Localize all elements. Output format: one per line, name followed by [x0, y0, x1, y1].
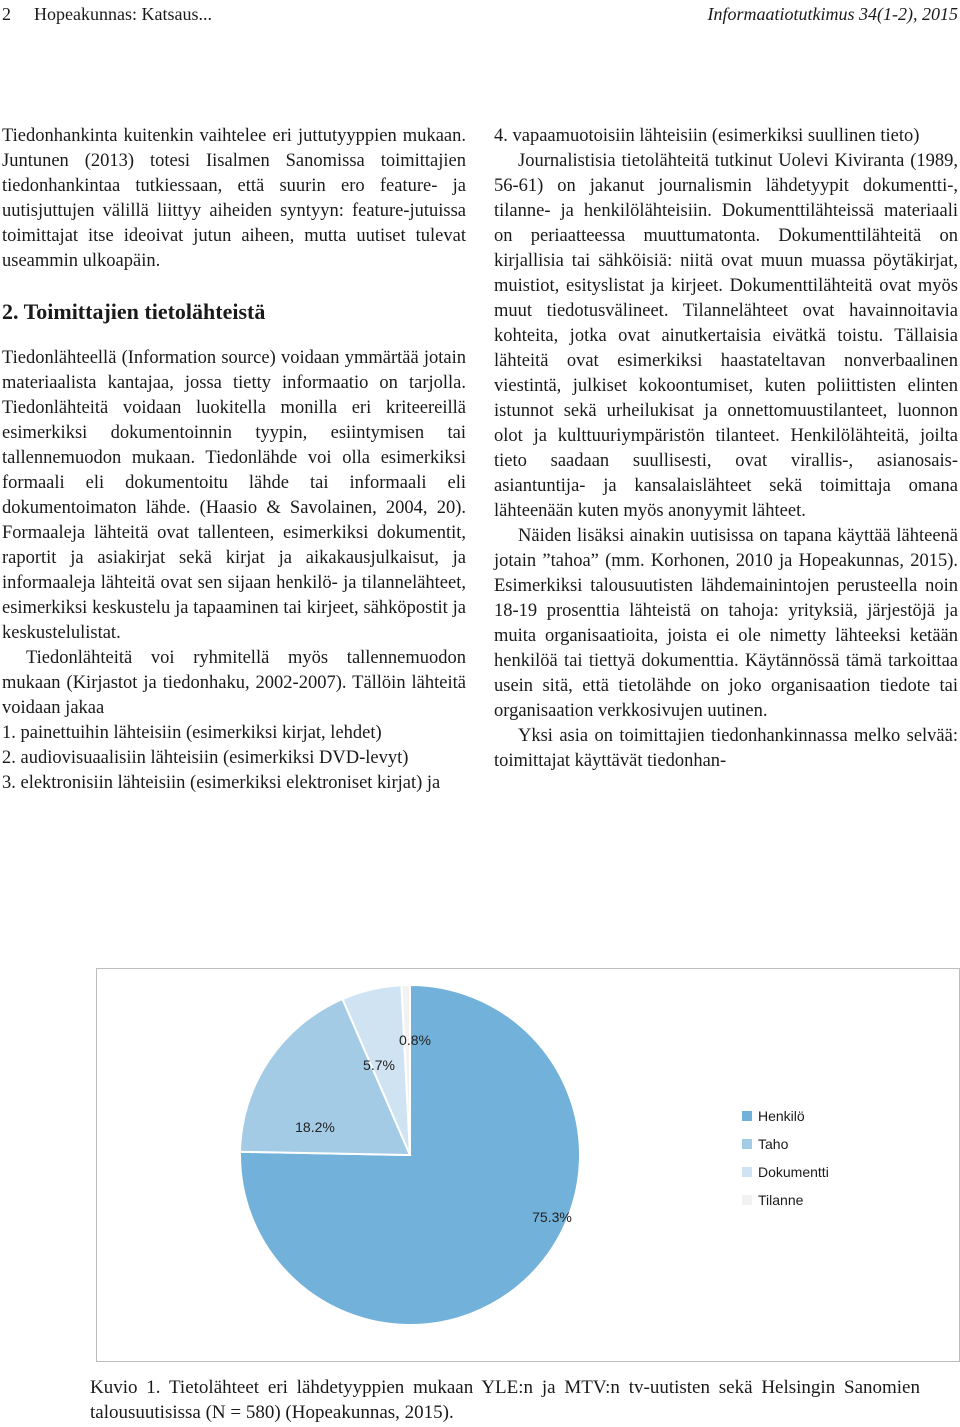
legend-label: Henkilö	[758, 1108, 805, 1124]
right-column	[494, 124, 958, 774]
legend-swatch	[742, 1111, 752, 1121]
list-item: 2. audiovisuaalisiin lähteisiin (esimerkiksi DVD-levyt)	[2, 748, 409, 768]
legend-item	[742, 1135, 829, 1163]
legend-label: Taho	[758, 1136, 789, 1152]
running-header	[0, 0, 960, 28]
paragraph: Yksi asia on toimittajien tiedonhankinnassa melko selvää: toimittajat käyttävät tiedonhan-	[494, 726, 958, 771]
paragraph: Tiedonlähteitä voi ryhmitellä myös tallennemuodon mukaan (Kirjastot ja tiedonhaku, 2002-2007). Tällöin lähteitä voidaan jakaa	[2, 648, 466, 718]
legend-label: Tilanne	[758, 1192, 804, 1208]
left-column	[2, 124, 466, 796]
figure-caption: Kuvio 1. Tietolähteet eri lähdetyyppien mukaan YLE:n ja MTV:n tv-uutisten sekä Helsingin Sanomien talousuutisissa (N = 580) (Hopeakunnas, 2015).	[90, 1377, 920, 1423]
legend-item	[742, 1107, 829, 1135]
paragraph: Tiedonlähteellä (Information source) voidaan ymmärtää jotain materiaalista kantajaa, jossa tietty informaatio on tarjolla. Tiedonlähteitä voidaan luokitella monilla eri kriteereillä esimerkiksi dokumentoinnin tyypin, esiintymisen tai tallennemuodon mukaan. Tiedonlähde voi olla esimerkiksi formaali eli dokumentoitu lähde tai informaali eli dokumentoimaton lähde. (Haasio & Savolainen, 2004, 20). Formaaleja lähteitä ovat tallenteen, esimerkiksi dokumentit, raportit ja asiakirjat sekä kirjat ja aikakausjulkaisut, ja informaaleja lähteitä ovat sen sijaan henkilö- ja tilannelähteet, esimerkiksi keskustelu ja tapaaminen tai kirjeet, sähköpostit ja keskustelulistat.	[2, 348, 466, 643]
paragraph: Journalistisia tietolähteitä tutkinut Uolevi Kiviranta (1989, 56-61) on jakanut journalismin lähdetyypit dokumentti-, tilanne- ja henkilölähteisiin. Dokumenttilähteissä materiaali on periaatteessa muuttumatonta. Dokumenttilähteitä on kirjallisia tai sähköisiä: niitä ovat muun muassa pöytäkirjat, muistiot, esityslistat ja kirjeet. Dokumenttilähteitä ovat myös muut tiedotusvälineet. Tilannelähteet ovat havainnoitavia kohteita, jotka ovat ainutkertaisia eivätkä toistu. Tällaisia lähteitä ovat esimerkiksi haastateltavan nonverbaalinen viestintä, julkiset kokoontumiset, kuten poliittisten elinten istunnot sekä urheilukisat ja onnettomuustilanteet, luonnon olot ja kulttuuriympäristön tilanteet. Henkilölähteitä, joilta tieto saadaan suullisesti, ovat virallis-, asianosais- asiantuntija- ja kansalaislähteet sekä toimittaja omana lähteenään kuten myös anonyymit lähteet.	[494, 151, 958, 521]
legend-swatch	[742, 1167, 752, 1177]
paragraph: Tiedonhankinta kuitenkin vaihtelee eri juttutyyppien mukaan. Juntunen (2013) totesi Iisalmen Sanomissa toimittajien tiedonhankintaa tutkiessaan, että suurin ero feature- ja uutisjuttujen välillä liittyy aiheiden syntyyn: feature-jutuissa toimittajat itse ideoivat jutun aiheen, mutta uutiset tulevat useammin ulkoapäin.	[2, 126, 466, 271]
running-title: Hopeakunnas: Katsaus...	[34, 4, 212, 24]
source-type-list-continued	[494, 124, 958, 149]
list-item: 4. vapaamuotoisiin lähteisiin (esimerkiksi suullinen tieto)	[494, 126, 920, 146]
legend-item	[742, 1191, 829, 1219]
pie-chart	[96, 968, 960, 1362]
legend-label: Dokumentti	[758, 1164, 829, 1180]
source-type-list	[2, 721, 466, 796]
pie-chart-canvas	[97, 969, 959, 1361]
page-number: 2	[2, 4, 11, 24]
list-item: 1. painettuihin lähteisiin (esimerkiksi kirjat, lehdet)	[2, 723, 382, 743]
section-heading: 2. Toimittajien tietolähteistä	[2, 299, 266, 324]
list-item: 3. elektronisiin lähteisiin (esimerkiksi elektroniset kirjat) ja	[2, 773, 441, 793]
journal-info: Informaatiotutkimus 34(1-2), 2015	[707, 4, 958, 24]
legend-item	[742, 1163, 829, 1191]
data-label: 75.3%	[532, 1209, 572, 1225]
data-label: 5.7%	[363, 1057, 395, 1073]
data-label: 0.8%	[399, 1032, 431, 1048]
paragraph: Näiden lisäksi ainakin uutisissa on tapana käyttää lähteenä jotain ”tahoa” (mm. Korhonen, 2010 ja Hopeakunnas, 2015). Esimerkiksi talousuutisten lähdemainintojen perusteella noin 18-19 prosenttia lähteistä on tahoja: yrityksiä, järjestöjä ja muita organisaatioita, joista ei ole nimetty lähteeksi ketään henkilöä tai tiettyä dokumenttia. Käytännössä tämä tarkoittaa usein sitä, että tietolähde on joko organisaation tiedote tai organisaation verkkosivujen uutinen.	[494, 526, 958, 721]
data-label: 18.2%	[295, 1119, 335, 1135]
legend-swatch	[742, 1195, 752, 1205]
legend-swatch	[742, 1139, 752, 1149]
chart-legend	[742, 1107, 829, 1219]
